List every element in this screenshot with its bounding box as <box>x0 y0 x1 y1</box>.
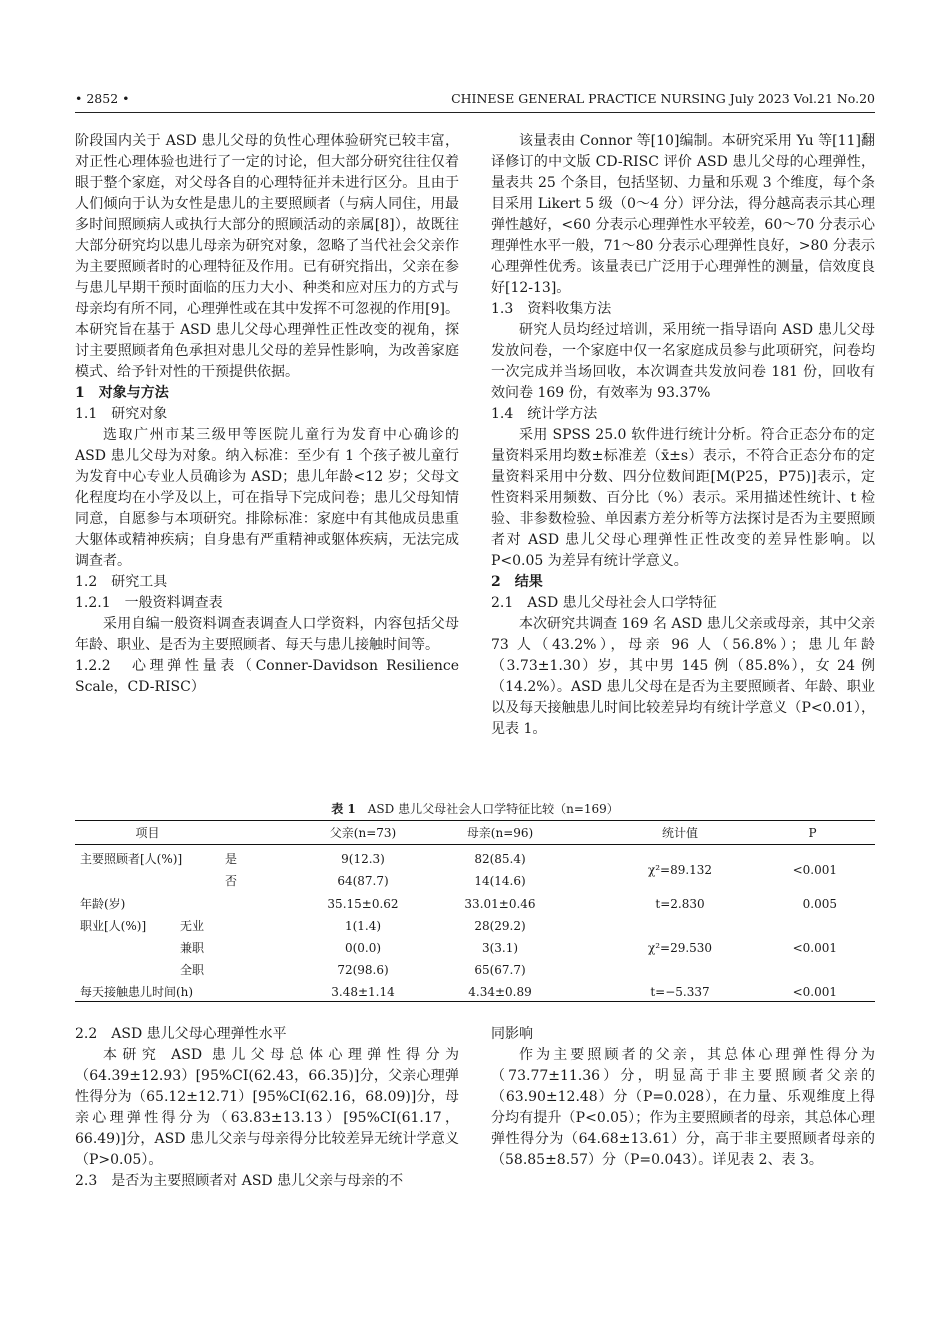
table-cell: 64(87.7) <box>337 874 389 888</box>
table-header: P <box>808 826 817 840</box>
table-cell: 每天接触患儿时间(h) <box>80 985 194 999</box>
table-cell: 主要照顾者[人(%)] <box>80 852 183 866</box>
right-column-top <box>491 131 875 740</box>
paragraph: 采用 SPSS 25.0 软件进行统计分析。符合正态分布的定量资料采用均数±标准差（x̄±s）表示，不符合正态分布的定量资料采用中分数、四分位数间距[M(P25，P75)]表示，定性资料采用频数、百分比（%）表示。采用描述性统计、t 检验、非参数检验、单因素方差分析等方法探讨是否为主要照顾者对 ASD 患儿父母心理弹性正性改变的差异性影响。以 P<0.05 为差异有统计学意义。 <box>491 427 875 569</box>
table-cell: 3(3.1) <box>481 941 519 955</box>
table-header: 父亲(n=73) <box>329 826 397 840</box>
table-title: ASD 患儿父母社会人口学特征比较（n=169） <box>367 802 619 816</box>
paragraph: 阶段国内关于 ASD 患儿父母的负性心理体验研究已较丰富，对正性心理体验也进行了一定的讨论，但大部分研究往往仅着眼于整个家庭，对父母各自的心理特征并未进行区分。且由于人们倾向于认为女性是患儿的主要照顾者（与病人同住，用最多时间照顾病人或执行大部分的照顾活动的亲属[8]），故既往大部分研究均以患儿母亲为研究对象，忽略了当代社会父亲作为主要照顾者时的心理特征及作用。已有研究指出，父亲在参与患儿早期干预时面临的压力大小、种类和应对压力的方式与母亲均有所不同，心理弹性或在其中发挥不可忽视的作用[9]。本研究旨在基于 ASD 患儿父母心理弹性正性改变的视角，探讨主要照顾者角色承担对患儿父母的差异性影响，为改善家庭模式、给予针对性的干预提供依据。 <box>75 133 459 380</box>
paragraph: 该量表由 Connor 等[10]编制。本研究采用 Yu 等[11]翻译修订的中文版 CD-RISC 评价 ASD 患儿父母的心理弹性，量表共 25 个条目，包括坚韧、力量和乐观 3 个维度，每个条目采用 Likert 5 级（0～4 分）评分法，得分越高表示其心理弹性越好，<60 分表示心理弹性水平较差，60～70 分表示心理弹性水平一般，71～80 分表示心理弹性良好，>80 分表示心理弹性优秀。该量表已广泛用于心理弹性的测量，信效度良好[12-13]。 <box>491 133 875 296</box>
left-column-top <box>75 131 459 698</box>
table-cell: <0.001 <box>792 941 837 955</box>
table-1 <box>75 800 875 999</box>
table-cell: 全职 <box>180 963 205 977</box>
table-cell: 兼职 <box>180 941 205 955</box>
table-cell: 28(29.2) <box>474 919 526 933</box>
table-cell: 0.005 <box>802 897 837 911</box>
table-label: 表 1 <box>331 802 356 816</box>
table-cell: 1(1.4) <box>344 919 382 933</box>
table-top-rule <box>75 820 875 821</box>
subsection-heading: 2.2 ASD 患儿父母心理弹性水平 <box>75 1026 287 1042</box>
table-header-rule <box>75 844 875 845</box>
table-cell: <0.001 <box>792 985 837 999</box>
subsubsection-heading: 1.2.1 一般资料调查表 <box>75 595 223 611</box>
table-cell: 72(98.6) <box>337 963 389 977</box>
table-cell: 是 <box>225 852 238 866</box>
table-cell: t=−5.337 <box>650 985 710 999</box>
table-cell: 0(0.0) <box>344 941 382 955</box>
subsection-heading: 2.1 ASD 患儿父母社会人口学特征 <box>491 595 717 611</box>
table-cell: 33.01±0.46 <box>464 897 536 911</box>
paragraph: 本研究 ASD 患儿父母总体心理弹性得分为（64.39±12.93）[95%CI(62.43，66.35)]分，父亲心理弹性得分为（65.12±12.71）[95%CI(62.16，68.09)]分，母亲心理弹性得分为（63.83±13.13）[95%CI(61.17，66.49)]分，ASD 患儿父亲与母亲得分比较差异无统计学意义（P>0.05）。 <box>75 1047 459 1168</box>
page-number: • 2852 • <box>75 91 130 106</box>
subsection-heading-continued: 同影响 <box>491 1026 533 1042</box>
paragraph: 选取广州市某三级甲等医院儿童行为发育中心确诊的 ASD 患儿父母为对象。纳入标准：至少有 1 个孩子被儿童行为发育中心专业人员确诊为 ASD；患儿年龄<12 岁；父母文化程度均在小学及以上，可在指导下完成问卷；患儿父母知情同意，自愿参与本项研究。排除标准：家庭中有其他成员患重大躯体或精神疾病；自身患有严重精神或躯体疾病，无法完成调查者。 <box>75 427 459 569</box>
table-cell: 否 <box>225 874 238 888</box>
subsection-heading: 1.4 统计学方法 <box>491 406 598 422</box>
table-header: 项目 <box>135 826 160 840</box>
table-cell: 4.34±0.89 <box>468 985 532 999</box>
table-cell: χ²=89.132 <box>647 863 713 877</box>
left-column-bottom <box>75 1024 459 1192</box>
paragraph: 本次研究共调查 169 名 ASD 患儿父亲或母亲，其中父亲 73 人（43.2%），母亲 96 人（56.8%）；患儿年龄（3.73±1.30）岁，其中男 145 例（85.8%），女 24 例（14.2%）。ASD 患儿父母在是否为主要照顾者、年龄、职业以及每天接触患儿时间比较差异均有统计学意义（P<0.01），见表 1。 <box>491 616 875 737</box>
table-cell: 职业[人(%)] <box>80 919 147 933</box>
table-cell: 65(67.7) <box>474 963 526 977</box>
table-caption <box>75 800 875 820</box>
table-header: 统计值 <box>661 826 698 840</box>
table-bottom-rule <box>75 1001 875 1002</box>
table-cell: 9(12.3) <box>341 852 385 866</box>
subsection-heading: 1.1 研究对象 <box>75 406 168 422</box>
table-cell: 14(14.6) <box>474 874 526 888</box>
paragraph: 研究人员均经过培训，采用统一指导语向 ASD 患儿父母发放问卷，一个家庭中仅一名家庭成员参与此项研究，问卷均一次完成并当场回收，本次调查共发放问卷 181 份，回收有效问卷 169 份，有效率为 93.37% <box>491 322 875 401</box>
table-cell: 无业 <box>180 919 205 933</box>
section-heading: 2 结果 <box>491 574 543 590</box>
table-cell: 82(85.4) <box>474 852 526 866</box>
journal-info: CHINESE GENERAL PRACTICE NURSING July 2023 Vol.21 No.20 <box>451 91 875 106</box>
table-cell: t=2.830 <box>655 897 705 911</box>
subsection-heading: 2.3 是否为主要照顾者对 ASD 患儿父亲与母亲的不 <box>75 1173 404 1189</box>
subsection-heading: 1.3 资料收集方法 <box>491 301 612 317</box>
paragraph: 采用自编一般资料调查表调查人口学资料，内容包括父母年龄、职业、是否为主要照顾者、每天与患儿接触时间等。 <box>75 616 459 653</box>
running-header <box>75 88 875 110</box>
table-cell: 35.15±0.62 <box>327 897 399 911</box>
header-rule <box>75 112 875 113</box>
table-cell: 3.48±1.14 <box>331 985 395 999</box>
table-header: 母亲(n=96) <box>466 826 534 840</box>
right-column-bottom <box>491 1024 875 1171</box>
paragraph: 作为主要照顾者的父亲，其总体心理弹性得分为（73.77±11.36）分，明显高于非主要照顾者父亲的（63.90±12.48）分（P=0.028），在力量、乐观维度上得分均有提升（P<0.05）；作为主要照顾者的母亲，其总体心理弹性得分为（64.68±13.61）分，高于非主要照顾者母亲的（58.85±8.57）分（P=0.043）。详见表 2、表 3。 <box>491 1047 875 1168</box>
subsection-heading: 1.2 研究工具 <box>75 574 168 590</box>
table-cell: χ²=29.530 <box>647 941 713 955</box>
subsubsection-heading: 1.2.2 心理弹性量表（Conner-Davidson Resilience Scale，CD-RISC） <box>75 658 459 695</box>
section-heading: 1 对象与方法 <box>75 385 169 401</box>
table-cell: 年龄(岁) <box>80 897 126 911</box>
table-cell: <0.001 <box>792 863 837 877</box>
